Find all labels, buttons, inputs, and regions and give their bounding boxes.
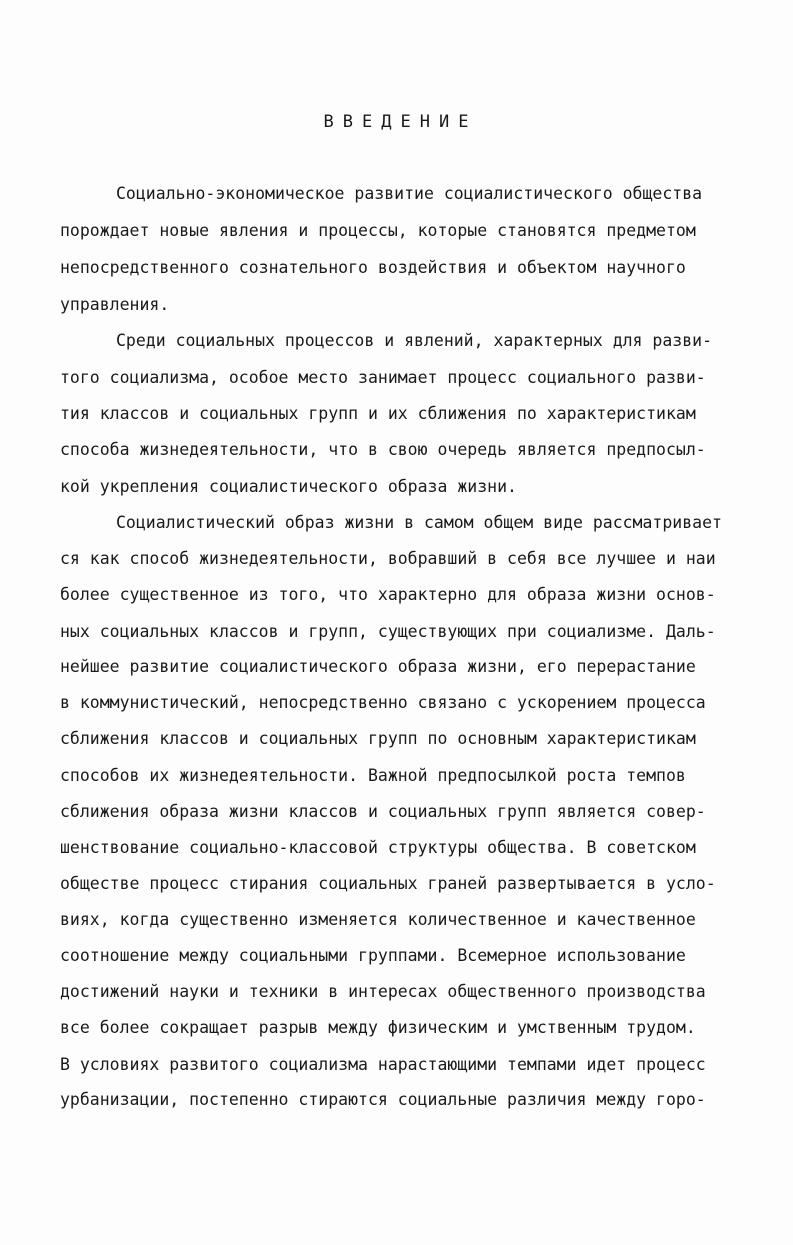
text-line: обществе процесс стирания социальных граней развертывается в усло- xyxy=(60,874,716,893)
text-line: кой укрепления социалистического образа жизни. xyxy=(60,477,517,496)
text-line: ных социальных классов и групп, существующих при социализме. Даль- xyxy=(60,622,716,641)
text-line: более существенное из того, что характерно для образа жизни основ- xyxy=(60,585,716,604)
text-line: сближения образа жизни классов и социальных групп является совер- xyxy=(60,802,706,821)
text-line: непосредственного сознательного воздействия и объектом научного xyxy=(60,258,686,277)
text-line: соотношение между социальными группами. Всемерное использование xyxy=(60,946,686,965)
text-line: все более сокращает разрыв между физическим и умственным трудом. xyxy=(60,1018,696,1037)
text-line: способа жизнедеятельности, что в свою очередь является предпосыл- xyxy=(60,440,706,459)
text-line: виях, когда существенно изменяется количественное и качественное xyxy=(60,910,696,929)
text-line: порождает новые явления и процессы, которые становятся предметом xyxy=(60,221,696,240)
text-line: ся как способ жизнедеятельности, вобравший в себя все лучшее и наи xyxy=(60,549,716,568)
text-line: урбанизации, постепенно стираются социальные различия между горо- xyxy=(60,1090,706,1109)
text-line: Социалистический образ жизни в самом общем виде рассматривает xyxy=(116,513,722,532)
text-line: нейшее развитие социалистического образа жизни, его перерастание xyxy=(60,657,696,676)
section-title: ВВЕДЕНИЕ xyxy=(323,112,478,132)
text-line: способов их жизнедеятельности. Важной предпосылкой роста темпов xyxy=(60,766,686,785)
text-line: тия классов и социальных групп и их сближения по характеристикам xyxy=(60,404,696,423)
text-line: В условиях развитого социализма нарастающими темпами идет процесс xyxy=(60,1055,706,1074)
text-line: Социально-экономическое развитие социалистического общества xyxy=(116,184,703,203)
text-line: в коммунистический, непосредственно связано с ускорением процесса xyxy=(60,693,706,712)
text-line: достижений науки и техники в интересах общественного производства xyxy=(60,982,706,1001)
text-line: того социализма, особое место занимает процесс социального разви- xyxy=(60,368,706,387)
text-line: шенствование социально-классовой структуры общества. В советском xyxy=(60,838,696,857)
text-line: Среди социальных процессов и явлений, характерных для разви- xyxy=(116,331,713,350)
text-line: управления. xyxy=(60,295,170,314)
text-line: сближения классов и социальных групп по основным характеристикам xyxy=(60,729,696,748)
